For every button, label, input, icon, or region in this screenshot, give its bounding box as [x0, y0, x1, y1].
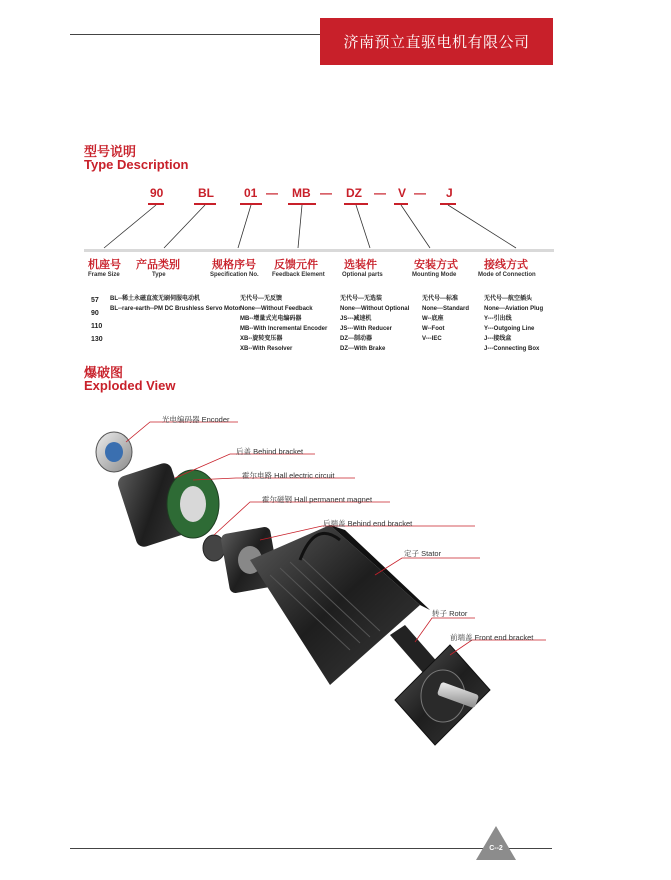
exploded-view-title-en: Exploded View: [84, 378, 176, 393]
page-badge: [476, 826, 516, 860]
feedback-list: [240, 294, 327, 354]
code-optional: DZ: [346, 186, 362, 200]
connection-item: 无代号---航空插头: [484, 296, 532, 302]
callout-stator: 定子 Stator: [404, 549, 442, 558]
category-feedback-cn: 反馈元件: [274, 259, 318, 271]
connection-item: Y---引出线: [484, 316, 512, 322]
front-end-bracket-part: [395, 645, 490, 745]
page-number: C--2: [489, 845, 503, 852]
code-dash: —: [374, 186, 386, 200]
feedback-item: XB--旋转变压器: [240, 336, 283, 342]
category-type-cn: 产品类别: [136, 259, 180, 271]
callout-behind-bracket: 后盖 Behind bracket: [236, 447, 304, 456]
code-spec: 01: [244, 186, 258, 200]
frame-size-list: [91, 294, 103, 346]
code-feedback: MB: [292, 186, 311, 200]
category-mounting-cn: 安装方式: [414, 259, 458, 271]
mounting-item: None---Standard: [422, 306, 469, 312]
feedback-item: MB--With Incremental Encoder: [240, 326, 328, 332]
callout-behind-end-bracket: 后端盖 Behind end bracket: [323, 519, 413, 528]
optional-item: JS---With Reducer: [340, 326, 392, 332]
code-dash: —: [414, 186, 426, 200]
connection-item: None---Aviation Plug: [484, 306, 544, 312]
type-description-title-en: Type Description: [84, 157, 189, 172]
optional-item: 无代号---无选装: [340, 296, 382, 302]
code-type: BL: [198, 186, 214, 200]
category-optional-cn: 选装件: [344, 259, 377, 271]
category-spec-cn: 规格序号: [212, 259, 256, 271]
frame-size-item: 90: [91, 310, 99, 317]
code-mounting: V: [398, 186, 407, 200]
code-connection: J: [446, 186, 453, 200]
exploded-view-illustration: [0, 400, 671, 800]
connection-list: [484, 294, 543, 354]
code-dash: —: [266, 186, 278, 200]
callout-front-end-bracket: 前端盖 Front end bracket: [450, 633, 534, 642]
connection-item: J---接线盒: [484, 336, 512, 342]
type-item: BL--rare-earth--PM DC Brushless Servo Motor: [110, 306, 241, 312]
optional-item: None---Without Optional: [340, 306, 410, 312]
feedback-item: 无代号---无反馈: [240, 296, 282, 302]
stator-part: [250, 525, 430, 685]
callout-rotor: 转子 Rotor: [432, 609, 468, 618]
optional-item: DZ---With Brake: [340, 346, 386, 352]
hall-circuit-part: [167, 470, 219, 538]
category-connection-en: Mode of Connection: [478, 272, 536, 278]
type-item: BL--稀土永磁直流无刷伺服电动机: [110, 296, 200, 302]
optional-list: [340, 294, 409, 354]
exploded-view-title-cn: 爆破图: [84, 365, 124, 380]
category-spec-en: Specification No.: [210, 272, 259, 278]
mounting-item: V---IEC: [422, 336, 442, 342]
category-feedback-en: Feedback Element: [272, 272, 325, 278]
category-optional-en: Optional parts: [342, 272, 383, 278]
frame-size-item: 130: [91, 336, 103, 343]
code-dash: —: [320, 186, 332, 200]
connection-item: Y---Outgoing Line: [484, 326, 535, 332]
optional-item: DZ---制动器: [340, 336, 372, 342]
callout-hall-magnet: 霍尔磁钢 Hall permanent magnet: [262, 495, 373, 504]
frame-size-item: 110: [91, 323, 103, 330]
feedback-item: XB--With Resolver: [240, 346, 293, 352]
optional-item: JS---减速机: [340, 316, 372, 322]
code-frame: 90: [150, 186, 164, 200]
category-type-en: Type: [152, 272, 166, 278]
mounting-list: [422, 294, 469, 344]
encoder-part: [96, 432, 132, 472]
mounting-item: 无代号---标准: [422, 296, 458, 302]
mounting-item: W--Foot: [422, 326, 445, 332]
frame-size-item: 57: [91, 297, 99, 304]
connection-item: J---Connecting Box: [484, 346, 540, 352]
category-connection-cn: 接线方式: [484, 259, 528, 271]
category-divider: [84, 249, 554, 252]
code-connector-lines: [0, 0, 671, 260]
category-frame-size-en: Frame Size: [88, 272, 120, 278]
feedback-item: None---Without Feedback: [240, 306, 313, 312]
company-name: 济南预立直驱电机有限公司: [343, 34, 530, 51]
category-mounting-en: Mounting Mode: [412, 272, 457, 278]
type-description-title-cn: 型号说明: [84, 144, 137, 159]
mounting-item: W--底座: [422, 316, 444, 322]
callout-hall-circuit: 霍尔电路 Hall electric circuit: [242, 471, 335, 480]
feedback-item: MB--增量式光电编码器: [240, 316, 302, 322]
category-frame-size-cn: 机座号: [88, 259, 121, 271]
type-list: [110, 294, 241, 314]
callout-encoder: 光电编码器 Encoder: [162, 415, 230, 424]
